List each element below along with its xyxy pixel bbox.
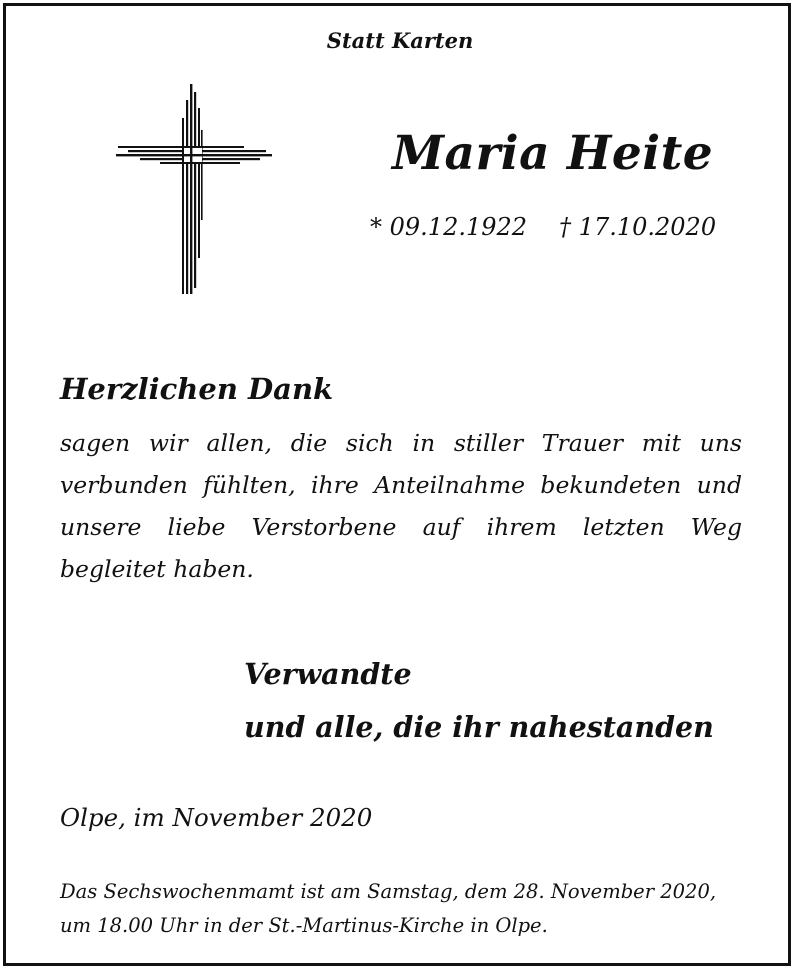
thanks-title: Herzlichen Dank (60, 372, 334, 406)
signature-line-2: und alle, die ihr nahestanden (244, 710, 714, 744)
life-dates (370, 213, 716, 241)
mass-note-line-1: Das Sechswochenmamt ist am Samstag, dem 28. November 2020, (60, 880, 717, 903)
birth-date: * 09.12.1922 (370, 213, 528, 241)
death-date: † 17.10.2020 (559, 213, 717, 241)
place-date: Olpe, im November 2020 (60, 803, 373, 832)
mass-note-line-2: um 18.00 Uhr in der St.-Martinus-Kirche in Olpe. (60, 914, 548, 937)
thanks-body: sagen wir allen, die sich in stiller Trauer mit uns verbunden fühlten, ihre Anteilnahme bekundeten und unsere liebe Verstorbene auf ihrem letzten Weg begleitet haben. (60, 429, 742, 583)
deceased-name: Maria Heite (392, 126, 714, 181)
cross-icon (114, 78, 276, 296)
signature-line-1: Verwandte (244, 657, 412, 691)
signature (244, 648, 714, 754)
mass-note (60, 875, 760, 943)
header-note: Statt Karten (326, 28, 474, 53)
